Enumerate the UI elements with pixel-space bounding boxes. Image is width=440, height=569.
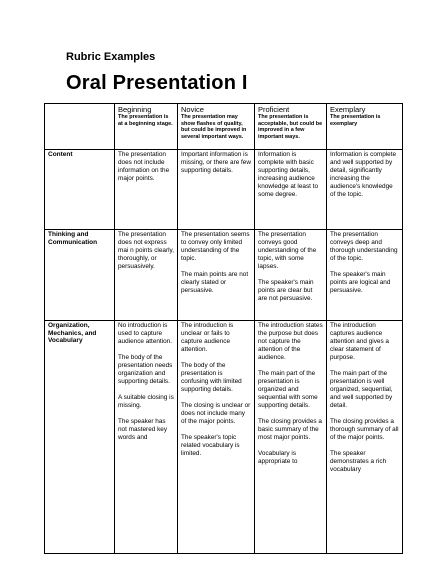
cell-text: The speaker's topic related vocabulary is limited. xyxy=(181,434,240,457)
column-description: The presentation is acceptable, but could be improved in a few important ways. xyxy=(258,114,323,140)
rubric-table xyxy=(44,103,403,554)
cell-text: Information is complete and well supported by detail, significantly increasing the audience's knowledge of the topic. xyxy=(330,151,397,198)
column-header-novice xyxy=(178,104,255,150)
cell-text: The closing provides a thorough summary of all of the major points. xyxy=(330,418,399,441)
column-header-exemplary xyxy=(327,104,403,150)
column-name: Beginning xyxy=(118,105,152,114)
cell-text: The speaker has not mastered key words and xyxy=(118,418,168,441)
cell-text: The presentation seems to convey only limited understanding of the topic. xyxy=(181,231,250,262)
cell-text: No introduction is used to capture audience attention. xyxy=(118,322,173,345)
cell-content-proficient xyxy=(255,150,327,230)
row-thinking xyxy=(45,230,403,321)
cell-text: The introduction is unclear or fails to capture audience attention. xyxy=(181,322,234,353)
column-description: The presentation is exemplary xyxy=(330,114,381,127)
cell-thinking-exemplary xyxy=(327,230,403,321)
cell-text: Information is complete with basic supporting details, increasing audience knowledge at least to some degree. xyxy=(258,151,319,198)
cell-text: The speaker's main points are logical and persuasive. xyxy=(330,271,391,294)
cell-content-novice xyxy=(178,150,255,230)
cell-organization-beginning xyxy=(115,321,178,554)
row-organization xyxy=(45,321,403,554)
cell-text: The closing provides a basic summary of the most major points. xyxy=(258,418,322,441)
cell-text: The introduction captures audience attention and gives a clear statement of purpose. xyxy=(330,322,389,361)
column-description: The presentation is at a beginning stage. xyxy=(118,114,173,127)
cell-content-beginning xyxy=(115,150,178,230)
cell-content-exemplary xyxy=(327,150,403,230)
cell-text: The body of the presentation needs organization and supporting details. xyxy=(118,354,173,385)
cell-text: The presentation conveys deep and thorough understanding of the topic. xyxy=(330,231,398,262)
row-label-organization: Organization, Mechanics, and Vocabulary xyxy=(45,321,115,554)
cell-text: The body of the presentation is confusing with limited supporting details. xyxy=(181,362,242,393)
cell-text: The main part of the presentation is well organized, sequential, and well supported by detail. xyxy=(330,370,393,409)
cell-text: The speaker demonstrates a rich vocabulary xyxy=(330,450,387,473)
cell-text: The speaker's main points are clear but are not persuasive. xyxy=(258,279,314,302)
cell-text: Important information is missing, or there are few supporting details. xyxy=(181,151,251,174)
cell-text: The main points are not clearly stated or persuasive. xyxy=(181,271,249,294)
column-header-beginning xyxy=(115,104,178,150)
cell-organization-proficient xyxy=(255,321,327,554)
cell-text: The closing is unclear or does not include many of the major points. xyxy=(181,402,251,425)
row-content xyxy=(45,150,403,230)
column-name: Proficient xyxy=(258,105,290,114)
row-label-content: Content xyxy=(45,150,115,230)
cell-text: Vocabulary is appropriate to xyxy=(258,450,298,465)
column-name: Novice xyxy=(181,105,204,114)
header-row xyxy=(45,104,403,150)
cell-text: The presentation does not express mai n points clearly, thoroughly, or persuasively. xyxy=(118,231,174,270)
cell-thinking-novice xyxy=(178,230,255,321)
cell-text: The presentation conveys good understanding of the topic, with some lapses. xyxy=(258,231,317,270)
cell-text: The main part of the presentation is organized and sequential with some supporting details. xyxy=(258,370,318,409)
cell-organization-novice xyxy=(178,321,255,554)
cell-text: The introduction states the purpose but does not capture the attention of the audience. xyxy=(258,322,323,361)
document-kicker: Rubric Examples xyxy=(66,51,156,63)
column-description: The presentation may show flashes of quality, but could be improved in several important ways. xyxy=(181,114,247,140)
corner-cell xyxy=(45,104,115,150)
cell-organization-exemplary xyxy=(327,321,403,554)
document-title: Oral Presentation I xyxy=(66,72,248,94)
cell-text: A suitable closing is missing. xyxy=(118,394,174,409)
column-header-proficient xyxy=(255,104,327,150)
cell-thinking-beginning xyxy=(115,230,178,321)
row-label-thinking: Thinking and Communication xyxy=(45,230,115,321)
cell-text: The presentation does not include information on the major points. xyxy=(118,151,170,182)
column-name: Exemplary xyxy=(330,105,366,114)
cell-thinking-proficient xyxy=(255,230,327,321)
